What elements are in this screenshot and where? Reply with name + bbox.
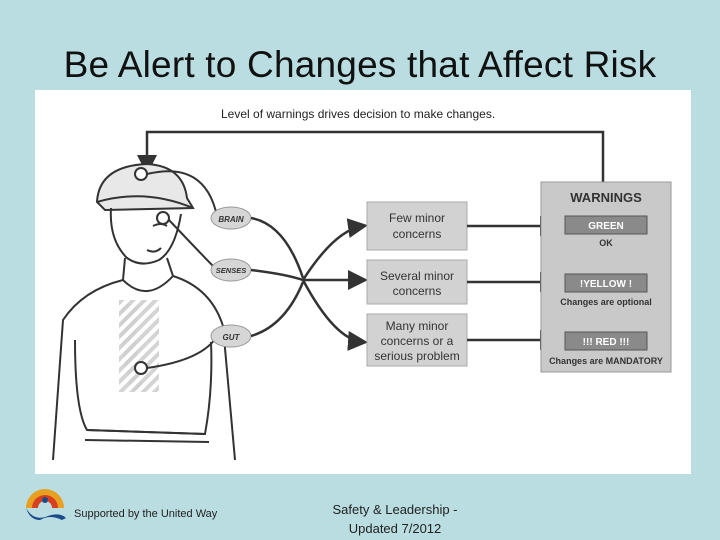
- concern-line: serious problem: [374, 349, 460, 363]
- diagram-svg: [35, 90, 691, 474]
- warning-level-label: !YELLOW !: [579, 279, 633, 290]
- concern-line: Few minor: [388, 211, 446, 225]
- slide-info: [300, 500, 490, 538]
- slide-info-line: Updated 7/2012: [348, 521, 442, 536]
- feedback-label: Level of warnings drives decision to make changes.: [221, 107, 496, 121]
- warning-level-note: OK: [599, 238, 613, 248]
- input-label: SENSES: [215, 266, 247, 275]
- input-gut: [211, 325, 251, 347]
- concern-line: concerns: [392, 227, 442, 241]
- concern-box-few: [367, 202, 467, 250]
- concern-line: concerns: [392, 284, 442, 298]
- chest-hatch: [119, 300, 159, 392]
- input-brain: [211, 207, 251, 229]
- concern-line: Several minor: [379, 269, 455, 283]
- warnings-diagram: [35, 90, 691, 474]
- input-senses: [211, 259, 251, 281]
- eye-node: [157, 212, 169, 224]
- concern-box-many: [367, 314, 467, 366]
- gut-node: [135, 362, 147, 374]
- concern-line: Many minor: [385, 319, 449, 333]
- slide-info-line: Safety & Leadership -: [332, 502, 458, 517]
- warnings-panel: [541, 182, 671, 372]
- feedback-arrow: [147, 132, 603, 182]
- input-label: GUT: [222, 333, 240, 342]
- warning-level-label: !!! RED !!!: [582, 337, 630, 348]
- input-label: BRAIN: [218, 215, 244, 224]
- united-way-logo: [22, 478, 68, 522]
- warning-level-note: Changes are MANDATORY: [549, 356, 663, 366]
- head-node: [135, 168, 147, 180]
- concern-line: concerns or a: [380, 334, 454, 348]
- warning-level-note: Changes are optional: [560, 297, 652, 307]
- warnings-title: WARNINGS: [570, 190, 642, 205]
- concern-box-several: [367, 260, 467, 304]
- fan-connectors: [251, 218, 363, 342]
- warning-level-label: GREEN: [588, 221, 624, 232]
- slide-title: Be Alert to Changes that Affect Risk: [63, 44, 657, 85]
- supported-by-text: Supported by the United Way: [74, 508, 218, 520]
